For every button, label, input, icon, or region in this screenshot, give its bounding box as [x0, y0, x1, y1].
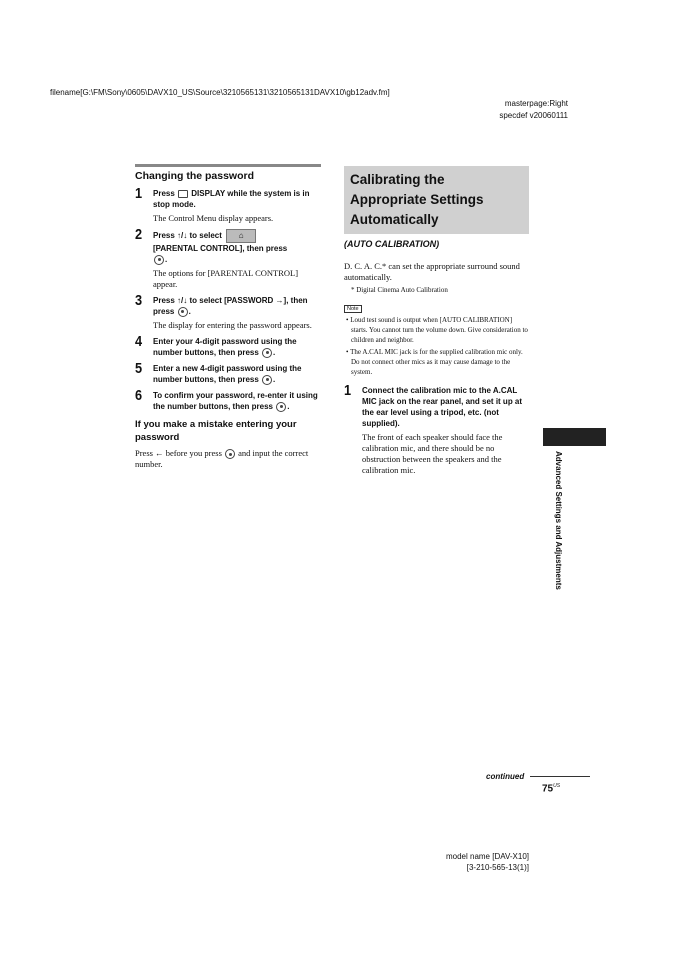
parental-control-icon: ⌂ [226, 229, 256, 243]
step-description: The Control Menu display appears. [153, 213, 274, 223]
masterpage-info [499, 98, 568, 122]
step-text: Press ↑/↓ to select [153, 231, 222, 241]
step-number: 2 [135, 226, 143, 243]
step-text: Press [153, 189, 175, 198]
section-subtitle: (AUTO CALIBRATION) [344, 239, 440, 249]
step-number: 5 [135, 360, 143, 377]
step-text: . [287, 402, 290, 411]
filename-line: filename[G:\FM\Sony\0605\DAVX10_US\Source\3210565131\3210565131DAVX10\gb12adv.fm] [50, 88, 390, 97]
step-text: . [188, 307, 191, 316]
specdef-label: specdef v20060111 [499, 111, 568, 120]
enter-icon [178, 307, 188, 317]
step-description: The display for entering the password appears. [153, 320, 312, 330]
note-item: • The A.CAL MIC jack is for the supplied calibration mic only. Do not connect other mics as it may cause damage to the system. [346, 348, 523, 376]
model-info [446, 851, 529, 873]
step-5 [135, 360, 321, 385]
right-column [344, 166, 529, 481]
page-number-suffix: US [553, 783, 561, 789]
step-3 [135, 292, 321, 331]
step-1 [135, 185, 321, 224]
continued-label: continued [486, 772, 525, 781]
mistake-text-a: Press ← before you press [135, 448, 222, 458]
enter-icon [225, 449, 235, 459]
step-number: 1 [344, 382, 352, 399]
note-label: Note [344, 305, 362, 313]
step-4 [135, 333, 321, 358]
step-6 [135, 387, 321, 412]
step-number: 4 [135, 333, 143, 350]
mistake-heading: If you make a mistake entering your password [135, 419, 297, 443]
step-text: . [273, 375, 276, 384]
footnote: * Digital Cinema Auto Calibration [351, 286, 448, 294]
step-text: DISPLAY while the system is in stop mode. [153, 189, 310, 209]
page-number [542, 783, 560, 794]
step-number: 3 [135, 292, 143, 309]
model-code: [3-210-565-13(1)] [466, 863, 529, 872]
enter-icon [276, 402, 286, 412]
step-text: [PARENTAL CONTROL], then press [153, 244, 288, 253]
side-tab-label: Advanced Settings and Adjustments [554, 451, 563, 590]
step-text: Press ↑/↓ to select [PASSWORD →], then press [153, 296, 308, 316]
model-name: model name [DAV-X10] [445, 852, 529, 861]
step-text: . [273, 348, 276, 357]
masterpage-label: masterpage:Right [504, 99, 568, 108]
mistake-text [135, 448, 321, 470]
step-2 [135, 226, 321, 290]
step-text: Connect the calibration mic to the A.CAL MIC jack on the rear panel, and set it up at the ear level using a tripod, etc. (not supplied). [362, 386, 523, 428]
step-description: The front of each speaker should face the calibration mic, and there should be no obstruction between the speakers and the calibration mic. [362, 432, 503, 475]
enter-icon [262, 375, 272, 385]
step-description: The options for [PARENTAL CONTROL] appear. [153, 268, 299, 289]
step-text: Enter your 4-digit password using the number buttons, then press [153, 337, 297, 357]
step-number: 6 [135, 387, 143, 404]
enter-icon [154, 255, 164, 265]
page-number-value: 75 [542, 783, 554, 795]
display-icon [178, 190, 188, 198]
section-heading: Changing the password [135, 164, 321, 182]
mistake-text-b: and input the correct number. [135, 448, 309, 470]
section-title: Calibrating the Appropriate Settings Automatically [344, 166, 529, 234]
note-item: • Loud test sound is output when [AUTO CALIBRATION] starts. You cannot turn the volume down. Give consideration to children and neighbor. [346, 316, 528, 344]
calibration-step-1 [344, 382, 529, 476]
left-column [135, 164, 321, 470]
continued-rule [530, 776, 590, 777]
step-text: . [165, 255, 168, 264]
side-tab-bar [543, 428, 606, 446]
intro-text: D. C. A. C.* can set the appropriate surround sound automatically. [344, 261, 520, 282]
step-number: 1 [135, 185, 143, 202]
enter-icon [262, 348, 272, 358]
step-text: Enter a new 4-digit password using the number buttons, then press [153, 364, 302, 384]
step-text: To confirm your password, re-enter it using the number buttons, then press [153, 391, 318, 411]
